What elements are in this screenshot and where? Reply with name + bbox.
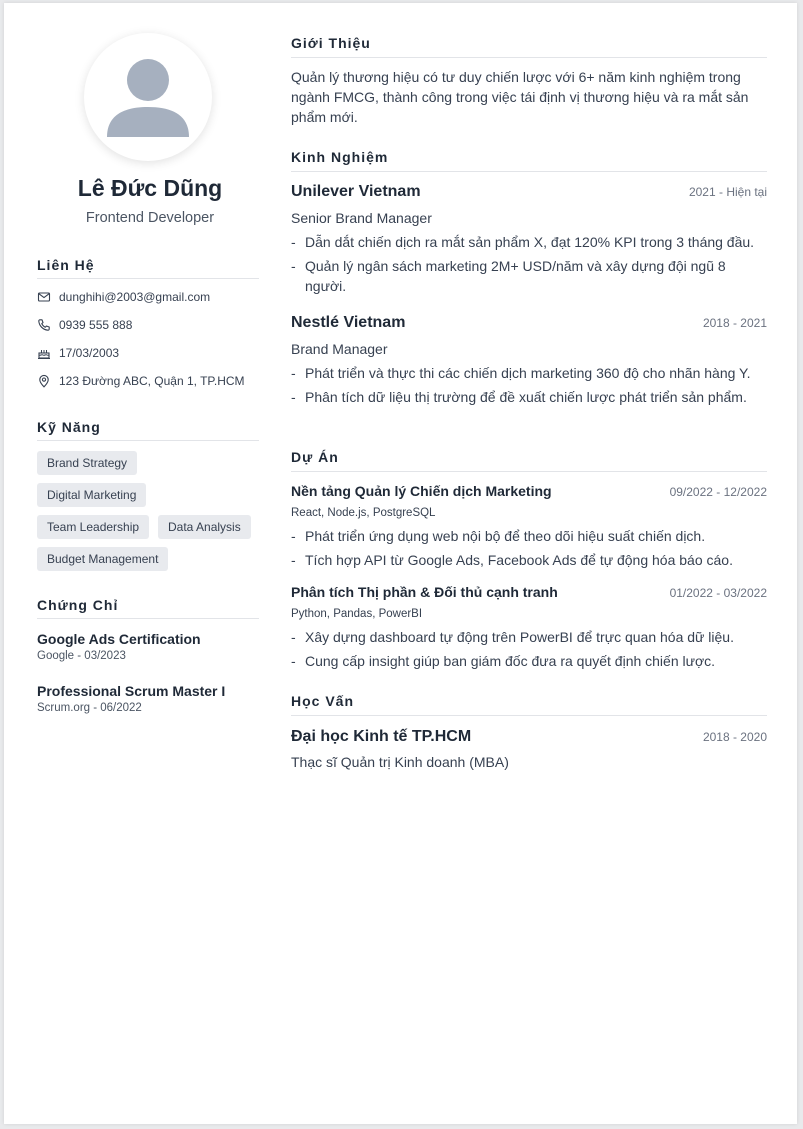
- job-date: 2021 - Hiện tại: [688, 185, 767, 199]
- job-bullets: [291, 232, 767, 300]
- contact-heading: Liên Hệ: [37, 257, 259, 279]
- education-degree: Thạc sĩ Quản trị Kinh doanh (MBA): [291, 754, 509, 770]
- certs-heading: Chứng Chỉ: [37, 597, 259, 619]
- projects-heading: Dự Án: [291, 449, 767, 472]
- profile-title: Frontend Developer: [85, 210, 215, 226]
- contact-address: [37, 373, 245, 389]
- job-company: Nestlé Vietnam: [291, 314, 406, 331]
- project-tech: Python, Pandas, PowerBI: [291, 608, 423, 620]
- project-header: [291, 584, 767, 600]
- skill-tag: Brand Strategy: [37, 451, 137, 475]
- education-header: [291, 728, 767, 746]
- about-heading: Giới Thiệu: [291, 35, 767, 58]
- job-role: Senior Brand Manager: [291, 210, 432, 226]
- list-item: - Xây dựng dashboard tự động trên PowerBI để trực quan hóa dữ liệu.: [291, 627, 767, 647]
- cert-issuer: Google - 03/2023: [37, 650, 126, 662]
- education-heading: Học Vấn: [291, 693, 767, 716]
- about-text: Quản lý thương hiệu có tư duy chiến lược với 6+ năm kinh nghiệm trong ngành FMCG, thành công trong việc tái định vị thương hiệu và ra mắt sản phẩm mới.: [291, 69, 749, 125]
- list-item: - Phát triển ứng dụng web nội bộ để theo dõi hiệu suất chiến dịch.: [291, 526, 767, 546]
- project-name: Nền tảng Quản lý Chiến dịch Marketing: [291, 483, 552, 499]
- list-item: - Phát triển và thực thi các chiến dịch marketing 360 độ cho nhãn hàng Y.: [291, 363, 767, 383]
- skill-tag: Digital Marketing: [37, 483, 146, 507]
- contact-email[interactable]: [37, 289, 210, 305]
- mail-icon: [37, 290, 51, 304]
- list-item: - Cung cấp insight giúp ban giám đốc đưa ra quyết định chiến lược.: [291, 651, 767, 671]
- project-bullets: [291, 627, 767, 675]
- cert-name: Google Ads Certification: [37, 631, 201, 647]
- education-school: Đại học Kinh tế TP.HCM: [291, 728, 472, 745]
- list-item: - Phân tích dữ liệu thị trường để đề xuất chiến lược phát triển sản phẩm.: [291, 387, 767, 407]
- job-header: [291, 183, 767, 201]
- project-date: 01/2022 - 03/2022: [669, 586, 767, 600]
- list-item: - Quản lý ngân sách marketing 2M+ USD/năm và xây dựng đội ngũ 8 người.: [291, 256, 767, 296]
- skill-tag: Data Analysis: [158, 515, 251, 539]
- list-item: - Tích hợp API từ Google Ads, Facebook Ads để tự động hóa báo cáo.: [291, 550, 767, 570]
- profile-name: Lê Đức Dũng: [77, 175, 223, 201]
- skills-heading: Kỹ Năng: [37, 419, 259, 441]
- project-date: 09/2022 - 12/2022: [669, 485, 767, 499]
- education-date: 2018 - 2020: [702, 730, 767, 744]
- contact-address-text: 123 Đường ABC, Quận 1, TP.HCM: [59, 374, 245, 388]
- phone-icon: [37, 318, 51, 332]
- contact-phone-text: 0939 555 888: [59, 318, 133, 332]
- cake-icon: [37, 346, 51, 360]
- cert-issuer: Scrum.org - 06/2022: [37, 702, 142, 714]
- job-role: Brand Manager: [291, 341, 388, 357]
- project-bullets: [291, 526, 767, 574]
- contact-email-text: dunghihi@2003@gmail.com: [59, 290, 211, 304]
- skill-tag: Team Leadership: [37, 515, 149, 539]
- project-name: Phân tích Thị phần & Đối thủ cạnh tranh: [291, 584, 558, 600]
- job-date: 2018 - 2021: [702, 316, 767, 330]
- project-header: [291, 483, 767, 499]
- project-tech: React, Node.js, PostgreSQL: [291, 507, 436, 519]
- cert-name: Professional Scrum Master I: [37, 683, 226, 699]
- list-item: - Dẫn dắt chiến dịch ra mắt sản phẩm X, đạt 120% KPI trong 3 tháng đầu.: [291, 232, 767, 252]
- contact-birthday-text: 17/03/2003: [59, 346, 120, 360]
- experience-heading: Kinh Nghiệm: [291, 149, 767, 172]
- job-header: [291, 314, 767, 332]
- job-company: Unilever Vietnam: [291, 183, 421, 200]
- job-bullets: [291, 363, 767, 411]
- resume-page: [4, 3, 797, 1124]
- contact-birthday: [37, 345, 119, 361]
- location-pin-icon: [37, 374, 51, 388]
- skill-tag: Budget Management: [37, 547, 168, 571]
- user-silhouette-icon: [84, 33, 212, 161]
- contact-phone[interactable]: [37, 317, 132, 333]
- avatar: [84, 33, 212, 161]
